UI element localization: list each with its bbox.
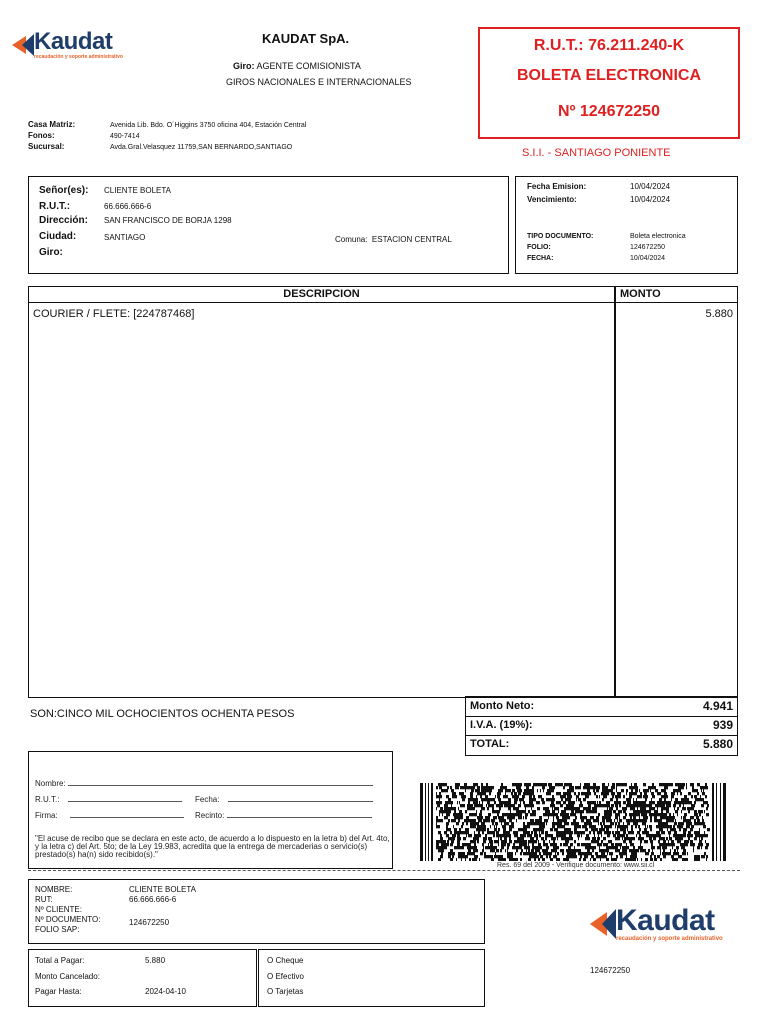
receipt-fecha — [195, 794, 373, 804]
stub-nombre-label: NOMBRE: — [35, 885, 73, 894]
pay-option-efectivo[interactable]: O Efectivo — [267, 972, 304, 981]
company-giro-line2: GIROS NACIONALES E INTERNACIONALES — [226, 77, 412, 87]
ciudad-label: Ciudad: — [39, 231, 77, 242]
totals-box — [465, 696, 738, 756]
iva-value: 939 — [712, 718, 733, 732]
col-descripcion: DESCRIPCION — [283, 288, 360, 300]
tipo-doc-value: Boleta electronica — [630, 233, 686, 240]
stub-method-box — [258, 949, 485, 1007]
senor-value: CLIENTE BOLETA — [104, 186, 171, 195]
client-giro-label: Giro: — [39, 247, 63, 258]
receipt-recinto-label: Recinto: — [195, 811, 225, 820]
company-giro — [233, 61, 361, 71]
stub-cancelado-label: Monto Cancelado: — [35, 972, 100, 981]
logo-wordmark: Kaudat — [34, 28, 113, 55]
fecha-value: 10/04/2024 — [630, 255, 666, 262]
stub-nombre-value: CLIENTE BOLETA — [129, 885, 196, 894]
neto-value: 4.941 — [702, 699, 733, 713]
giro-value: AGENTE COMISIONISTA — [256, 61, 361, 71]
stub-logo-tagline: recaudación y soporte administrativo — [616, 936, 723, 942]
pay-option-tarjetas[interactable]: O Tarjetas — [267, 987, 304, 996]
pay-option-cheque[interactable]: O Cheque — [267, 956, 304, 965]
receipt-nombre — [35, 778, 373, 788]
receipt-rut-label: R.U.T.: — [35, 795, 60, 804]
receipt-nombre-label: Nombre: — [35, 779, 66, 788]
sii-office: S.I.I. - SANTIAGO PONIENTE — [522, 147, 671, 159]
item-amount: 5.880 — [705, 308, 733, 320]
emision-label: Fecha Emision: — [527, 182, 587, 191]
stub-info-box — [28, 879, 485, 944]
pdf417-barcode — [420, 783, 726, 861]
fonos-value: 490-7414 — [110, 133, 140, 140]
sucursal-value: Avda.Gral.Velasquez 11759,SAN BERNARDO,SANTIAGO — [110, 144, 293, 151]
client-rut-value: 66.666.666-6 — [104, 202, 152, 211]
receipt-box — [28, 751, 393, 869]
stub-total-label: Total a Pagar: — [35, 956, 85, 965]
sucursal-label: Sucursal: — [28, 142, 65, 151]
receipt-rut — [35, 794, 182, 804]
stub-cliente-value — [129, 905, 196, 915]
casa-matriz-value: Avenida Lib. Bdo. O´Higgins 3750 oficina 404, Estación Central — [110, 122, 307, 129]
receipt-firma — [35, 810, 184, 820]
items-table — [28, 286, 738, 698]
logo-tagline: recaudación y soporte administrativo — [34, 54, 123, 60]
emision-value: 10/04/2024 — [630, 182, 671, 191]
stub-documento-label: Nº DOCUMENTO: — [35, 915, 101, 924]
casa-matriz-label: Casa Matriz: — [28, 120, 76, 129]
receipt-fecha-label: Fecha: — [195, 795, 220, 804]
sii-number: Nº 124672250 — [558, 103, 660, 120]
cut-line — [28, 870, 740, 871]
receipt-legal-text: "El acuse de recibo que se declara en este acto, de acuerdo a lo dispuesto en la letra b) del Art. 4to, y la letra c) del Art. 5to; de la Ley 19.983, acredita que la entrega de mercaderias o servicio(s) prestado(s) ha(n) sido recibido(s)." — [35, 834, 390, 859]
dates-box — [515, 176, 738, 274]
sii-box — [478, 27, 740, 139]
total-label: TOTAL: — [470, 738, 510, 750]
logo-chevron-icon — [12, 32, 34, 58]
iva-label: I.V.A. (19%): — [470, 719, 533, 731]
stub-cliente-label: Nº CLIENTE: — [35, 905, 82, 914]
stub-number: 124672250 — [590, 966, 631, 975]
receipt-firma-label: Firma: — [35, 811, 58, 820]
stub-labels — [35, 885, 100, 935]
ciudad-value: SANTIAGO — [104, 233, 146, 242]
comuna-label: Comuna: — [335, 235, 368, 244]
fecha-label: FECHA: — [527, 255, 554, 262]
sii-doc-type: BOLETA ELECTRONICA — [517, 67, 701, 84]
direccion-value: SAN FRANCISCO DE BORJA 1298 — [104, 216, 232, 225]
barcode-caption: Res. 69 del 2009 - Verifique documento: www.sii.cl — [497, 862, 655, 869]
stub-hasta-value: 2024-04-10 — [145, 987, 186, 996]
col-monto: MONTO — [620, 288, 661, 300]
direccion-label: Dirección: — [39, 215, 88, 226]
logo-chevron-icon — [590, 906, 616, 942]
client-box — [28, 176, 509, 274]
neto-label: Monto Neto: — [470, 700, 535, 712]
barcode-graphic — [420, 783, 726, 861]
client-rut-label: R.U.T.: — [39, 201, 71, 212]
folio-value: 124672250 — [630, 244, 666, 251]
company-logo — [12, 30, 123, 60]
stub-folio-label: FOLIO SAP: — [35, 925, 80, 934]
stub-payment-box — [28, 949, 257, 1007]
giro-label: Giro: — [233, 61, 255, 71]
comuna — [335, 235, 452, 244]
stub-values — [129, 885, 196, 928]
vencimiento-value: 10/04/2024 — [630, 195, 671, 204]
stub-rut-value: 66.666.666-6 — [129, 895, 177, 904]
sii-rut: R.U.T.: 76.211.240-K — [533, 37, 685, 54]
vencimiento-label: Vencimiento: — [527, 195, 577, 204]
stub-logo — [590, 906, 723, 942]
amount-in-words: SON:CINCO MIL OCHOCIENTOS OCHENTA PESOS — [30, 708, 295, 720]
receipt-recinto — [195, 810, 372, 820]
tipo-doc-label: TIPO DOCUMENTO: — [527, 233, 594, 240]
comuna-value: ESTACION CENTRAL — [371, 235, 452, 244]
stub-logo-wordmark: Kaudat — [616, 904, 715, 937]
stub-rut-label: RUT: — [35, 895, 53, 904]
folio-label: FOLIO: — [527, 244, 551, 251]
item-description: COURIER / FLETE: [224787468] — [33, 308, 195, 320]
stub-hasta-label: Pagar Hasta: — [35, 987, 82, 996]
stub-total-value: 5.880 — [145, 956, 166, 965]
senor-label: Señor(es): — [39, 185, 89, 196]
company-name: KAUDAT SpA. — [262, 31, 350, 46]
total-value: 5.880 — [702, 737, 733, 751]
fonos-label: Fonos: — [28, 131, 55, 140]
stub-documento-value: 124672250 — [129, 918, 170, 927]
office-info — [28, 120, 306, 153]
